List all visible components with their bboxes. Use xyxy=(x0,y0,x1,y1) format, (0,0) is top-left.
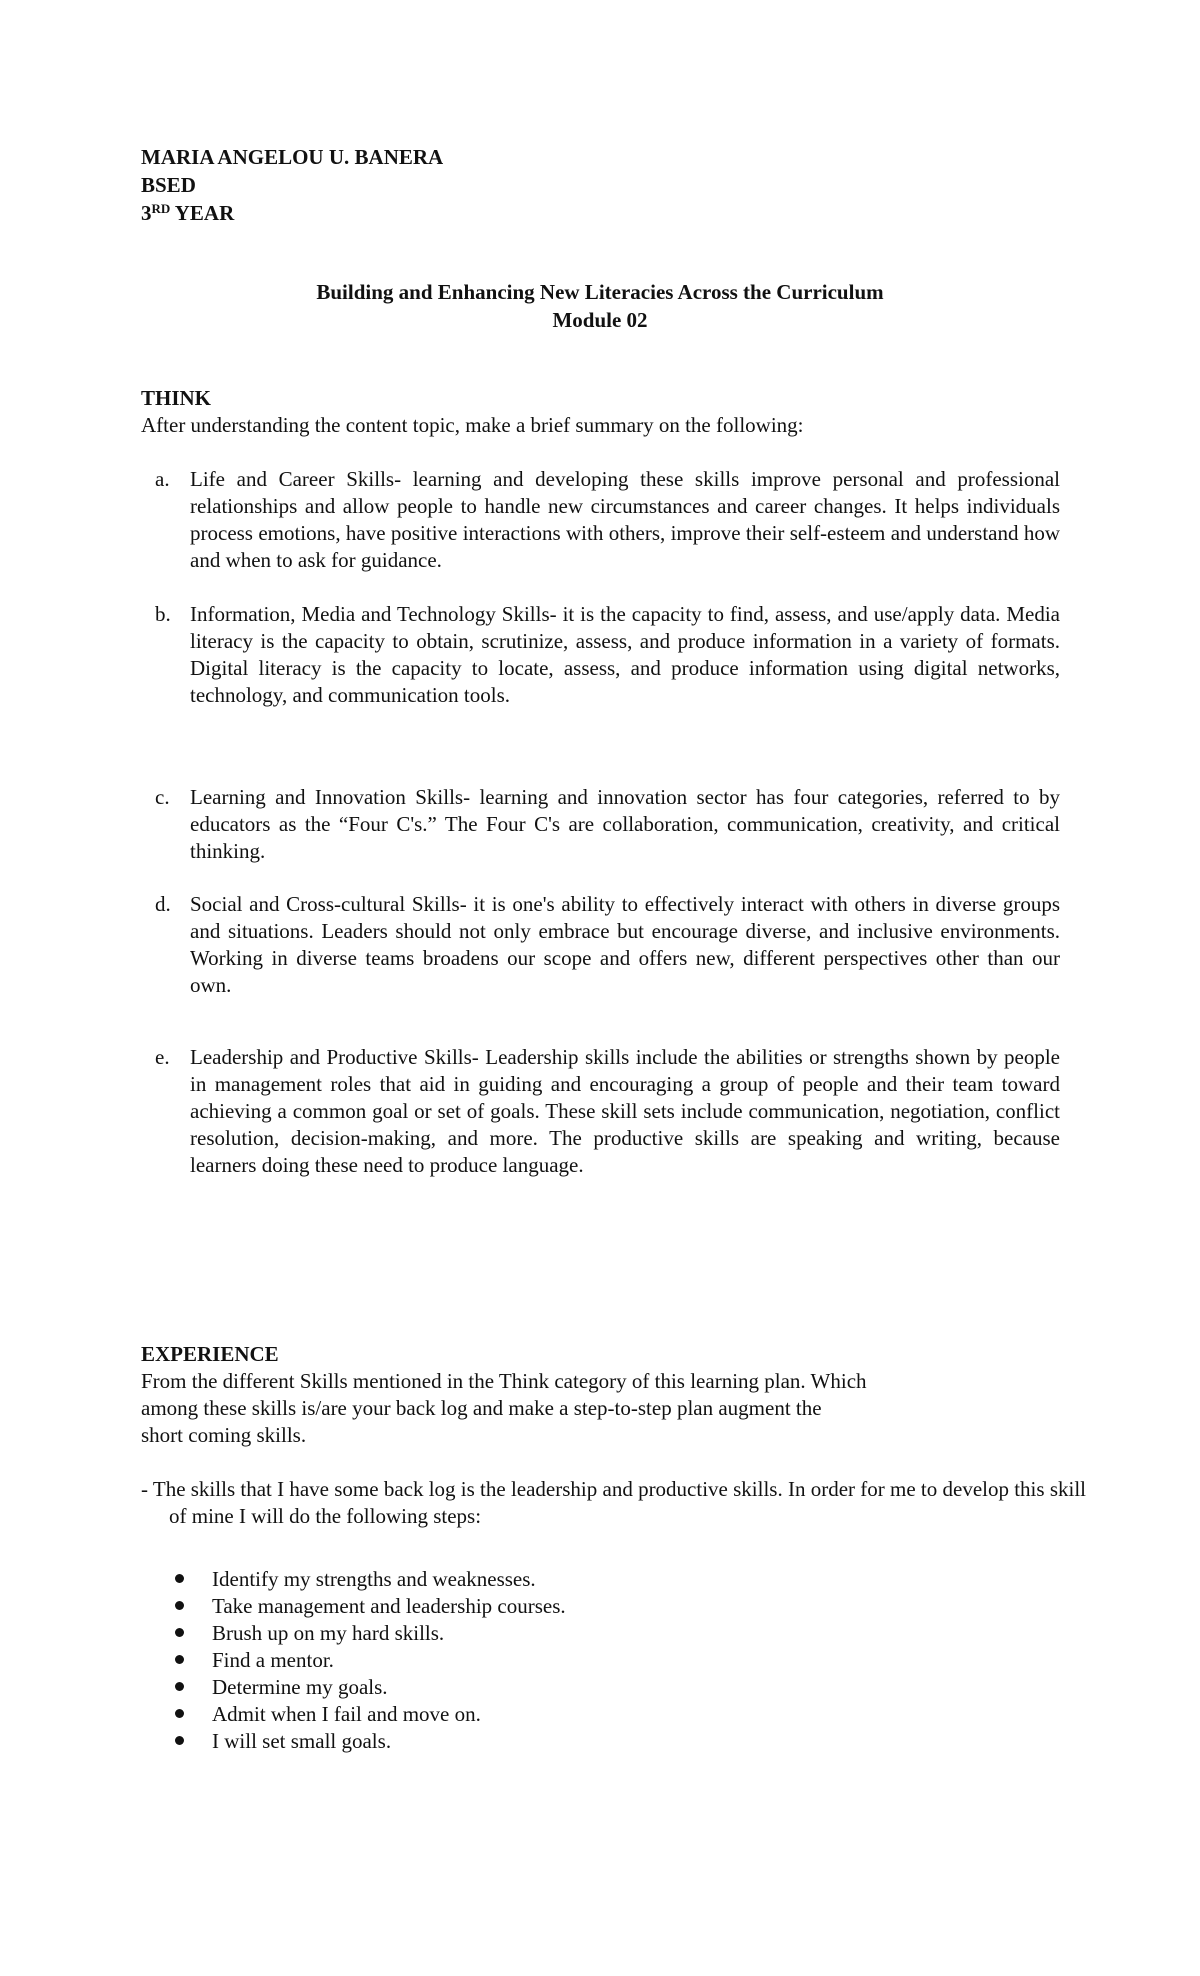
bullet-icon xyxy=(175,1574,184,1583)
bullet-icon xyxy=(175,1655,184,1664)
item-marker: e. xyxy=(155,1045,170,1069)
steps-list xyxy=(172,1566,566,1755)
item-text: Life and Career Skills- learning and developing these skills improve personal and professional relationships and allow people to handle new circumstances and career changes. It helps individuals process emotions, have positive interactions with others, improve their self-esteem and understand how and when to ask for guidance. xyxy=(190,467,1060,572)
step-text: Determine my goals. xyxy=(212,1675,388,1699)
experience-prompt xyxy=(141,1368,1061,1449)
document-title-block xyxy=(0,278,1200,334)
item-text: Learning and Innovation Skills- learning and innovation sector has four categories, referred to by educators as the “Four C's.” The Four C's are collaboration, communication, creativity, and critical thinking. xyxy=(190,785,1060,863)
step-item xyxy=(172,1674,566,1701)
step-item xyxy=(172,1620,566,1647)
item-text: Information, Media and Technology Skills- it is the capacity to find, assess, and use/apply data. Media literacy is the capacity to obtain, scrutinize, assess, and produce information in a variety of formats. Digital literacy is the capacity to locate, assess, and produce information using digital networks, technology, and communication tools. xyxy=(190,602,1060,707)
experience-answer: - The skills that I have some back log is the leadership and productive skills. In order for me to develop this skill of mine I will do the following steps: xyxy=(141,1477,1086,1528)
year-label: YEAR xyxy=(170,201,235,225)
student-course: BSED xyxy=(141,173,196,197)
document-title: Building and Enhancing New Literacies Across the Curriculum xyxy=(316,280,884,304)
item-text: Social and Cross-cultural Skills- it is one's ability to effectively interact with others in diverse groups and situations. Leaders should not only embrace but encourage diverse, and inclusive environments. Working in diverse teams broadens our scope and offers new, different perspectives other than our own. xyxy=(190,892,1060,997)
step-item xyxy=(172,1593,566,1620)
step-item xyxy=(172,1701,566,1728)
step-item xyxy=(172,1647,566,1674)
bullet-icon xyxy=(175,1709,184,1718)
think-item-d xyxy=(155,891,1060,999)
item-marker: a. xyxy=(155,467,170,491)
item-marker: d. xyxy=(155,892,171,916)
bullet-icon xyxy=(175,1682,184,1691)
experience-prompt-line: short coming skills. xyxy=(141,1423,307,1447)
think-heading: THINK xyxy=(141,386,212,410)
student-year xyxy=(141,199,443,227)
step-text: Admit when I fail and move on. xyxy=(212,1702,481,1726)
think-item-a xyxy=(155,466,1060,574)
think-item-e xyxy=(155,1044,1060,1179)
step-item xyxy=(172,1728,566,1755)
student-name: MARIA ANGELOU U. BANERA xyxy=(141,145,444,169)
bullet-icon xyxy=(175,1628,184,1637)
step-text: Identify my strengths and weaknesses. xyxy=(212,1567,536,1591)
step-text: Brush up on my hard skills. xyxy=(212,1621,445,1645)
experience-prompt-line: From the different Skills mentioned in the Think category of this learning plan. Which xyxy=(141,1369,867,1393)
student-header xyxy=(141,143,443,227)
year-suffix: RD xyxy=(151,201,171,216)
think-item-c xyxy=(155,784,1060,865)
item-marker: c. xyxy=(155,785,170,809)
item-text: Leadership and Productive Skills- Leadership skills include the abilities or strengths shown by people in management roles that aid in guiding and encouraging a group of people and their team toward achieving a common goal or set of goals. These skill sets include communication, negotiation, conflict resolution, decision-making, and more. The productive skills are speaking and writing, because learners doing these need to produce language. xyxy=(190,1045,1060,1177)
step-text: I will set small goals. xyxy=(212,1729,392,1753)
bullet-icon xyxy=(175,1736,184,1745)
document-subtitle: Module 02 xyxy=(552,308,648,332)
bullet-icon xyxy=(175,1601,184,1610)
experience-prompt-line: among these skills is/are your back log and make a step-to-step plan augment the xyxy=(141,1396,822,1420)
year-number: 3 xyxy=(141,201,152,225)
step-text: Find a mentor. xyxy=(212,1648,334,1672)
experience-heading: EXPERIENCE xyxy=(141,1342,279,1366)
think-item-b xyxy=(155,601,1060,709)
item-marker: b. xyxy=(155,602,171,626)
think-instruction: After understanding the content topic, make a brief summary on the following: xyxy=(141,413,804,437)
step-item xyxy=(172,1566,566,1593)
step-text: Take management and leadership courses. xyxy=(212,1594,566,1618)
